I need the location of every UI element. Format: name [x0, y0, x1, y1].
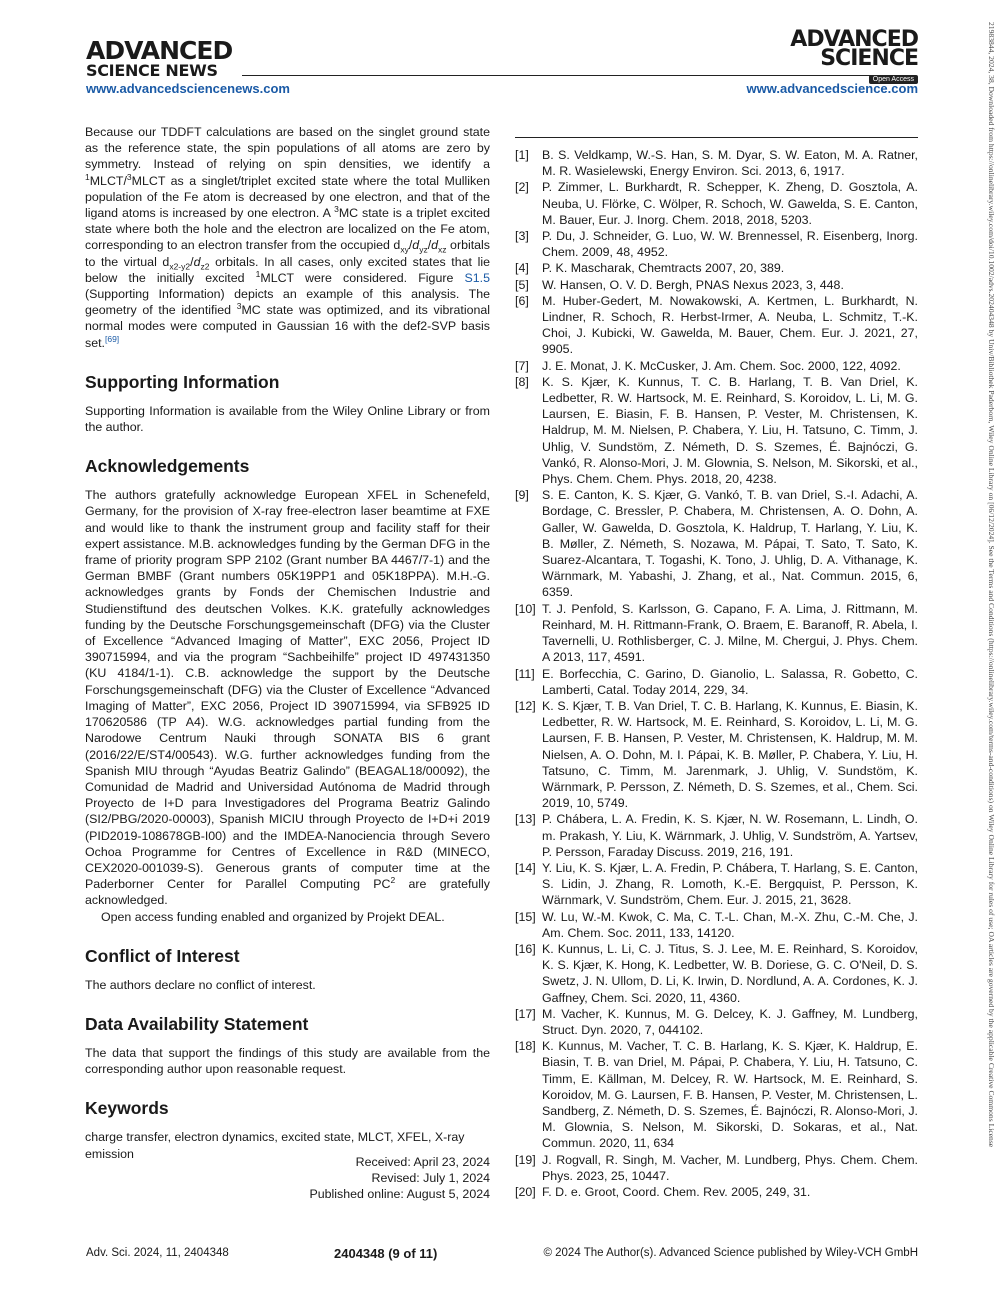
reference-number: [8]	[515, 374, 529, 389]
reference-number: [5]	[515, 277, 529, 292]
logo-left-line1: ADVANCED	[86, 36, 233, 65]
received-date: Received: April 23, 2024	[355, 1155, 490, 1169]
reference-text: T. J. Penfold, S. Karlsson, G. Capano, F. A. Lima, J. Rittmann, M. Reinhard, M. H. Rittmann-Frank, O. Braem, E. Baranoff, R. Abela, I. Tavernelli, U. Rothlisberger, C. J. Milne, M. Chergui, J. Phys. Chem. A 2013, 117, 4591.	[542, 601, 918, 665]
methods-paragraph: Because our TDDFT calculations are based on the singlet ground state as the reference state, the spin populations of all atoms are zero by symmetry. Instead of relying on spin densities, we identify a $^1$MLCT/$^3$MLCT as a singlet/triplet excited state where the total Mulliken population of the Fe atom is decreased by one electron, and that of the ligand atoms is increased by one electron. A $^3$MC state is a triplet excited state where both the hole and the electron are localized on the Fe atom, corresponding to an electron transfer from the occupied $d_{xy}/d_{yz}/d_{xz}$ orbitals to the virtual $d_{x2-y2}/d_{z2}$ orbitals. In all cases, only excited states that lie below the initially excited $^1$MLCT were considered. Figure S1.5 (Supporting Information) depicts an example of this analysis. The geometry of the identified $^3$MC state was optimized, and its vibrational normal modes were computed in Gaussian 16 with the def2-SVP basis set.[69]	[85, 125, 491, 350]
advancedsciencenews-link[interactable]: www.advancedsciencenews.com	[86, 81, 290, 96]
reference-text: W. Lu, W.-M. Kwok, C. Ma, C. T.-L. Chan, M.-X. Zhu, C.-M. Che, J. Am. Chem. Soc. 2011, 133, 14120.	[542, 909, 918, 940]
reference-text: E. Borfecchia, C. Garino, D. Gianolio, L. Salassa, R. Gobetto, C. Lamberti, Catal. Today 2014, 229, 34.	[542, 666, 918, 697]
reference-number: [11]	[515, 666, 535, 681]
reference-item	[515, 228, 918, 260]
reference-number: [1]	[515, 148, 529, 162]
acknowledgements-text: The authors gratefully acknowledge European XFEL in Schenefeld, Germany, for the provision of X-ray free-electron laser beamtime at FXE and would like to thank the instrument group and facility staff for their expert assistance. M.B. acknowledges funding by the German DFG in the frame of priority program SPP 2102 (Grant number BA 4467/7-1) and the German BMBF (Grant numbers 05K19PP1 and 05K18PPA). M.H.-G. acknowledges grants by Fonds der Chemischen Industrie and Studienstiftund des deutschen Volkes. K.K. gratefully acknowledges funding by the Deutsche Forschungsgemeinschaft (DFG) via the Cluster of Excellence “Advanced Imaging of Matter”, EXC 2056, Project ID 390715994, and via the program “Sachbeihilfe” project ID 497431350 (KU 4184/1-1). C.B. acknowledge the support by the Deutsche Forschungsgemeinschaft (DFG) via the Cluster of Excellence “Advanced Imaging of Matter”, EXC 2056, Project ID 390715994, via SFB925 ID 170620586 (TP A4). W.G. acknowledges partial funding from the Narodowe Centrum Nauki through SONATA BIS 6 grant (2016/22/E/ST4/00543). W.G. further acknowledges funding from the Spanish MIU through “Ayudas Beatriz Galindo” (BEAGAL18/00092), the Comunidad de Madrid and Universidad Autónoma de Madrid through Proyecto de I+D para Investigadores del Programa Beatriz Galindo (SI2/PBG/2020-00003), Spanish MICIU through Proyecto de I+D+i 2019 (PID2019-108678GB-I00) and the IMDEA-Nanociencia through Severo Ochoa Programme for Centres of Excellence in R&D (MINECO, CEX2020-001039-S). Generous grants of computer time at the Paderborner Center for Parallel Computing $PC^2$ are gratefully acknowledged.	[85, 488, 490, 908]
conflict-text: The authors declare no conflict of interest.	[85, 977, 316, 992]
reference-item	[515, 601, 918, 666]
reference-number: [2]	[515, 180, 529, 195]
reference-text: B. S. Veldkamp, W.-S. Han, S. M. Dyar, S. W. Eaton, M. A. Ratner, M. R. Wasielewski, Energy Environ. Sci. 2013, 6, 1917.	[542, 148, 918, 179]
reference-item	[515, 666, 918, 698]
reference-text: M. Vacher, K. Kunnus, M. G. Delcey, K. J. Gaffney, M. Lundberg, Struct. Dyn. 2020, 7, 044102.	[542, 1006, 918, 1037]
footer-citation: Adv. Sci. 2024, 11, 2404348	[86, 1247, 229, 1259]
reference-text: J. Rogvall, R. Singh, M. Vacher, M. Lundberg, Phys. Chem. Chem. Phys. 2023, 25, 10447.	[542, 1152, 918, 1183]
reference-item	[515, 293, 918, 358]
reference-item	[515, 698, 918, 811]
left-column	[85, 124, 490, 1162]
revised-date: Revised: July 1, 2024	[371, 1171, 490, 1186]
reference-number: [15]	[515, 909, 536, 924]
keywords-heading: Keywords	[85, 1098, 169, 1119]
data-availability-heading: Data Availability Statement	[85, 1013, 309, 1034]
reference-text: J. E. Monat, J. K. McCusker, J. Am. Chem. Soc. 2000, 122, 4092.	[542, 358, 901, 373]
download-notice-text: 21983844, 2024, 38, Downloaded from https://onlinelibrary.wiley.com/doi/10.1002/advs.202404348 by Univ/Bibliothek Paderborn, Wiley Online Library on [06/12/2024]. See the Terms and Conditions (https://onlinelibrary.wiley.com/terms-and-conditions) on Wiley Online Library for rules of use; OA articles are governed by the applicable Creative Commons License	[987, 22, 996, 1148]
reference-text: F. D. e. Groot, Coord. Chem. Rev. 2005, 249, 31.	[542, 1185, 811, 1199]
reference-number: [12]	[515, 698, 536, 713]
reference-number: [6]	[515, 293, 529, 308]
open-access-funding-text: Open access funding enabled and organized by Projekt DEAL.	[101, 909, 445, 924]
reference-number: [19]	[515, 1152, 536, 1167]
reference-number: [9]	[515, 488, 529, 503]
reference-text: K. S. Kjær, K. Kunnus, T. C. B. Harlang, T. B. Van Driel, K. Ledbetter, R. W. Hartsock, M. E. Reinhard, S. Koroidov, L. Li, M. G. Laursen, E. Biasin, F. B. Hansen, P. Vester, M. Christensen, K. Haldrup, M. M. Nielsen, P. Chabera, Y. Liu, H. Tatsuno, C. Timm, J. Uhlig, V. Sundstöm, Z. Németh, D. S. Szemes, É. Bajnóczi, G. Vankó, R. Alonso-Mori, J. M. Glownia, S. Nelson, M. Sikorski, et al., Phys. Chem. Chem. Phys. 2018, 20, 4238.	[542, 374, 918, 487]
reference-number: [16]	[515, 941, 536, 956]
reference-number: [10]	[515, 601, 536, 616]
logo-right-line2: SCIENCE	[820, 46, 918, 71]
reference-item	[515, 487, 918, 600]
journal-logo-left	[86, 36, 246, 80]
reference-item	[515, 811, 918, 860]
reference-text: W. Hansen, O. V. D. Bergh, PNAS Nexus 2023, 3, 448.	[542, 277, 844, 292]
acknowledgements-heading: Acknowledgements	[85, 456, 250, 477]
reference-number: [4]	[515, 261, 529, 276]
reference-text: Y. Liu, K. S. Kjær, L. A. Fredin, P. Chábera, T. Harlang, S. E. Canton, S. Lidin, J. Zhang, R. Lomoth, K.-E. Bergquist, P. Persson, K. Wärnmark, V. Sundström, Chem. Eur. J. 2015, 21, 3628.	[542, 860, 918, 908]
footer-copyright: © 2024 The Author(s). Advanced Science published by Wiley-VCH GmbH	[543, 1247, 918, 1259]
supporting-info-text: Supporting Information is available from the Wiley Online Library or from the author.	[85, 403, 490, 435]
reference-item	[515, 277, 918, 293]
reference-item	[515, 860, 918, 909]
open-access-badge: Open Access	[869, 75, 918, 84]
reference-text: P. K. Mascharak, Chemtracts 2007, 20, 389.	[542, 261, 785, 276]
data-availability-text: The data that support the findings of this study are available from the corresponding author upon reasonable request.	[85, 1045, 490, 1077]
header-rule	[242, 75, 874, 76]
reference-text: K. Kunnus, L. Li, C. J. Titus, S. J. Lee, M. E. Reinhard, S. Koroidov, K. S. Kjær, K. Hong, K. Ledbetter, W. B. Doriese, G. C. O'Neil, D. S. Swetz, J. N. Ullom, D. Li, K. Irwin, D. Nordlund, A. A. Cordones, K. J. Gaffney, Chem. Sci. 2020, 11, 4360.	[542, 941, 918, 1005]
reference-number: [17]	[515, 1006, 536, 1021]
reference-text: P. Chábera, L. A. Fredin, K. S. Kjær, N. W. Rosemann, L. Lindh, O. m. Prakash, Y. Liu, K. Wärnmark, J. Uhlig, V. Sundström, A. Yartsev, P. Persson, Faraday Discuss. 2019, 216, 191.	[542, 812, 918, 859]
reference-item	[515, 147, 918, 179]
reference-item	[515, 260, 918, 276]
reference-number: [3]	[515, 229, 529, 244]
reference-item	[515, 941, 918, 1006]
reference-number: [20]	[515, 1185, 536, 1199]
reference-text: S. E. Canton, K. S. Kjær, G. Vankó, T. B. van Driel, S.-I. Adachi, A. Bordage, C. Bressler, P. Chabera, M. Christensen, A. O. Dohn, A. Galler, W. Gawelda, D. Gosztola, K. Haldrup, T. Harlang, Y. Liu, K. B. Møller, Z. Németh, S. Nozawa, M. Pápai, T. Sato, T. Sato, K. Suarez-Alcantara, T. Togashi, K. Tono, J. Uhlig, D. A. Vithanage, K. Wärnmark, M. Yabashi, J. Zhang, et al., Nat. Commun. 2015, 6, 6359.	[542, 488, 918, 600]
reference-text: K. S. Kjær, T. B. Van Driel, T. C. B. Harlang, K. Kunnus, E. Biasin, K. Ledbetter, R. W. Hartsock, M. E. Reinhard, S. Koroidov, L. Li, M. G. Laursen, F. B. Hansen, P. Vester, M. Christensen, K. Haldrup, M. M. Nielsen, A. O. Dohn, M. I. Pápai, K. B. Møller, P. Chabera, Y. Liu, H. Tatsuno, C. Timm, M. Jarenmark, J. Uhlig, V. Sundstöm, K. Wärnmark, P. Persson, Z. Németh, D. S. Szemes, et al., Chem. Sci. 2019, 10, 5749.	[542, 698, 918, 811]
keywords-text: charge transfer, electron dynamics, excited state, MLCT, XFEL, X-ray emission	[85, 1130, 465, 1161]
footer-page-number: 2404348 (9 of 11)	[334, 1246, 438, 1261]
conflict-heading: Conflict of Interest	[85, 945, 240, 966]
reference-number: [14]	[515, 860, 536, 875]
journal-logo-right	[790, 27, 918, 86]
reference-item	[515, 358, 918, 374]
reference-text: P. Du, J. Schneider, G. Luo, W. W. Brennessel, R. Eisenberg, Inorg. Chem. 2009, 48, 4952.	[542, 229, 918, 260]
reference-item	[515, 1152, 918, 1184]
reference-number: [13]	[515, 812, 536, 827]
reference-item	[515, 1038, 918, 1151]
article-dates	[85, 1154, 490, 1203]
reference-item	[515, 179, 918, 228]
reference-item	[515, 909, 918, 941]
supporting-info-heading: Supporting Information	[85, 371, 280, 392]
citation-69-link[interactable]: [69]	[104, 333, 120, 344]
reference-item	[515, 1184, 918, 1200]
download-notice-sidebar	[982, 22, 998, 1292]
reference-text: P. Zimmer, L. Burkhardt, R. Schepper, K. Zheng, D. Gosztola, A. Neuba, U. Flörke, C. Wölper, R. Schoch, W. Gawelda, S. E. Canton, M. Bauer, Eur. J. Inorg. Chem. 2018, 2018, 5203.	[542, 180, 918, 227]
logo-right-line1: ADVANCED	[790, 27, 918, 52]
figure-s15-link[interactable]: S1.5	[464, 270, 491, 285]
reference-list	[515, 147, 918, 1200]
published-date: Published online: August 5, 2024	[309, 1187, 490, 1202]
reference-item	[515, 1006, 918, 1038]
references-rule	[515, 137, 918, 138]
reference-number: [18]	[515, 1039, 536, 1054]
reference-number: [7]	[515, 358, 529, 373]
reference-text: K. Kunnus, M. Vacher, T. C. B. Harlang, K. S. Kjær, K. Haldrup, E. Biasin, T. B. van Driel, M. Pápai, P. Chabera, Y. Liu, H. Tatsuno, C. Timm, E. Källman, M. Delcey, R. W. Hartsock, M. E. Reinhard, S. Koroidov, M. G. Laursen, F. B. Hansen, P. Vester, M. Christensen, L. Sandberg, Z. Németh, D. S. Szemes, É. Bajnóczi, R. Alonso-Mori, J. M. Glownia, S. Nelson, M. Sikorski, D. Sokaras, et al., Nat. Commun. 2020, 11, 634	[542, 1039, 918, 1151]
advancedscience-link[interactable]: www.advancedscience.com	[746, 81, 918, 96]
logo-left-line2: SCIENCE NEWS	[86, 61, 218, 80]
reference-item	[515, 374, 918, 487]
reference-text: M. Huber-Gedert, M. Nowakowski, A. Kertmen, L. Burkhardt, N. Lindner, R. Schoch, R. Herbst-Irmer, A. Neuba, L. Schmitz, T.-K. Choi, J. Kubicki, W. Gawelda, M. Bauer, Chem. Eur. J. 2021, 27, 9905.	[542, 293, 918, 357]
